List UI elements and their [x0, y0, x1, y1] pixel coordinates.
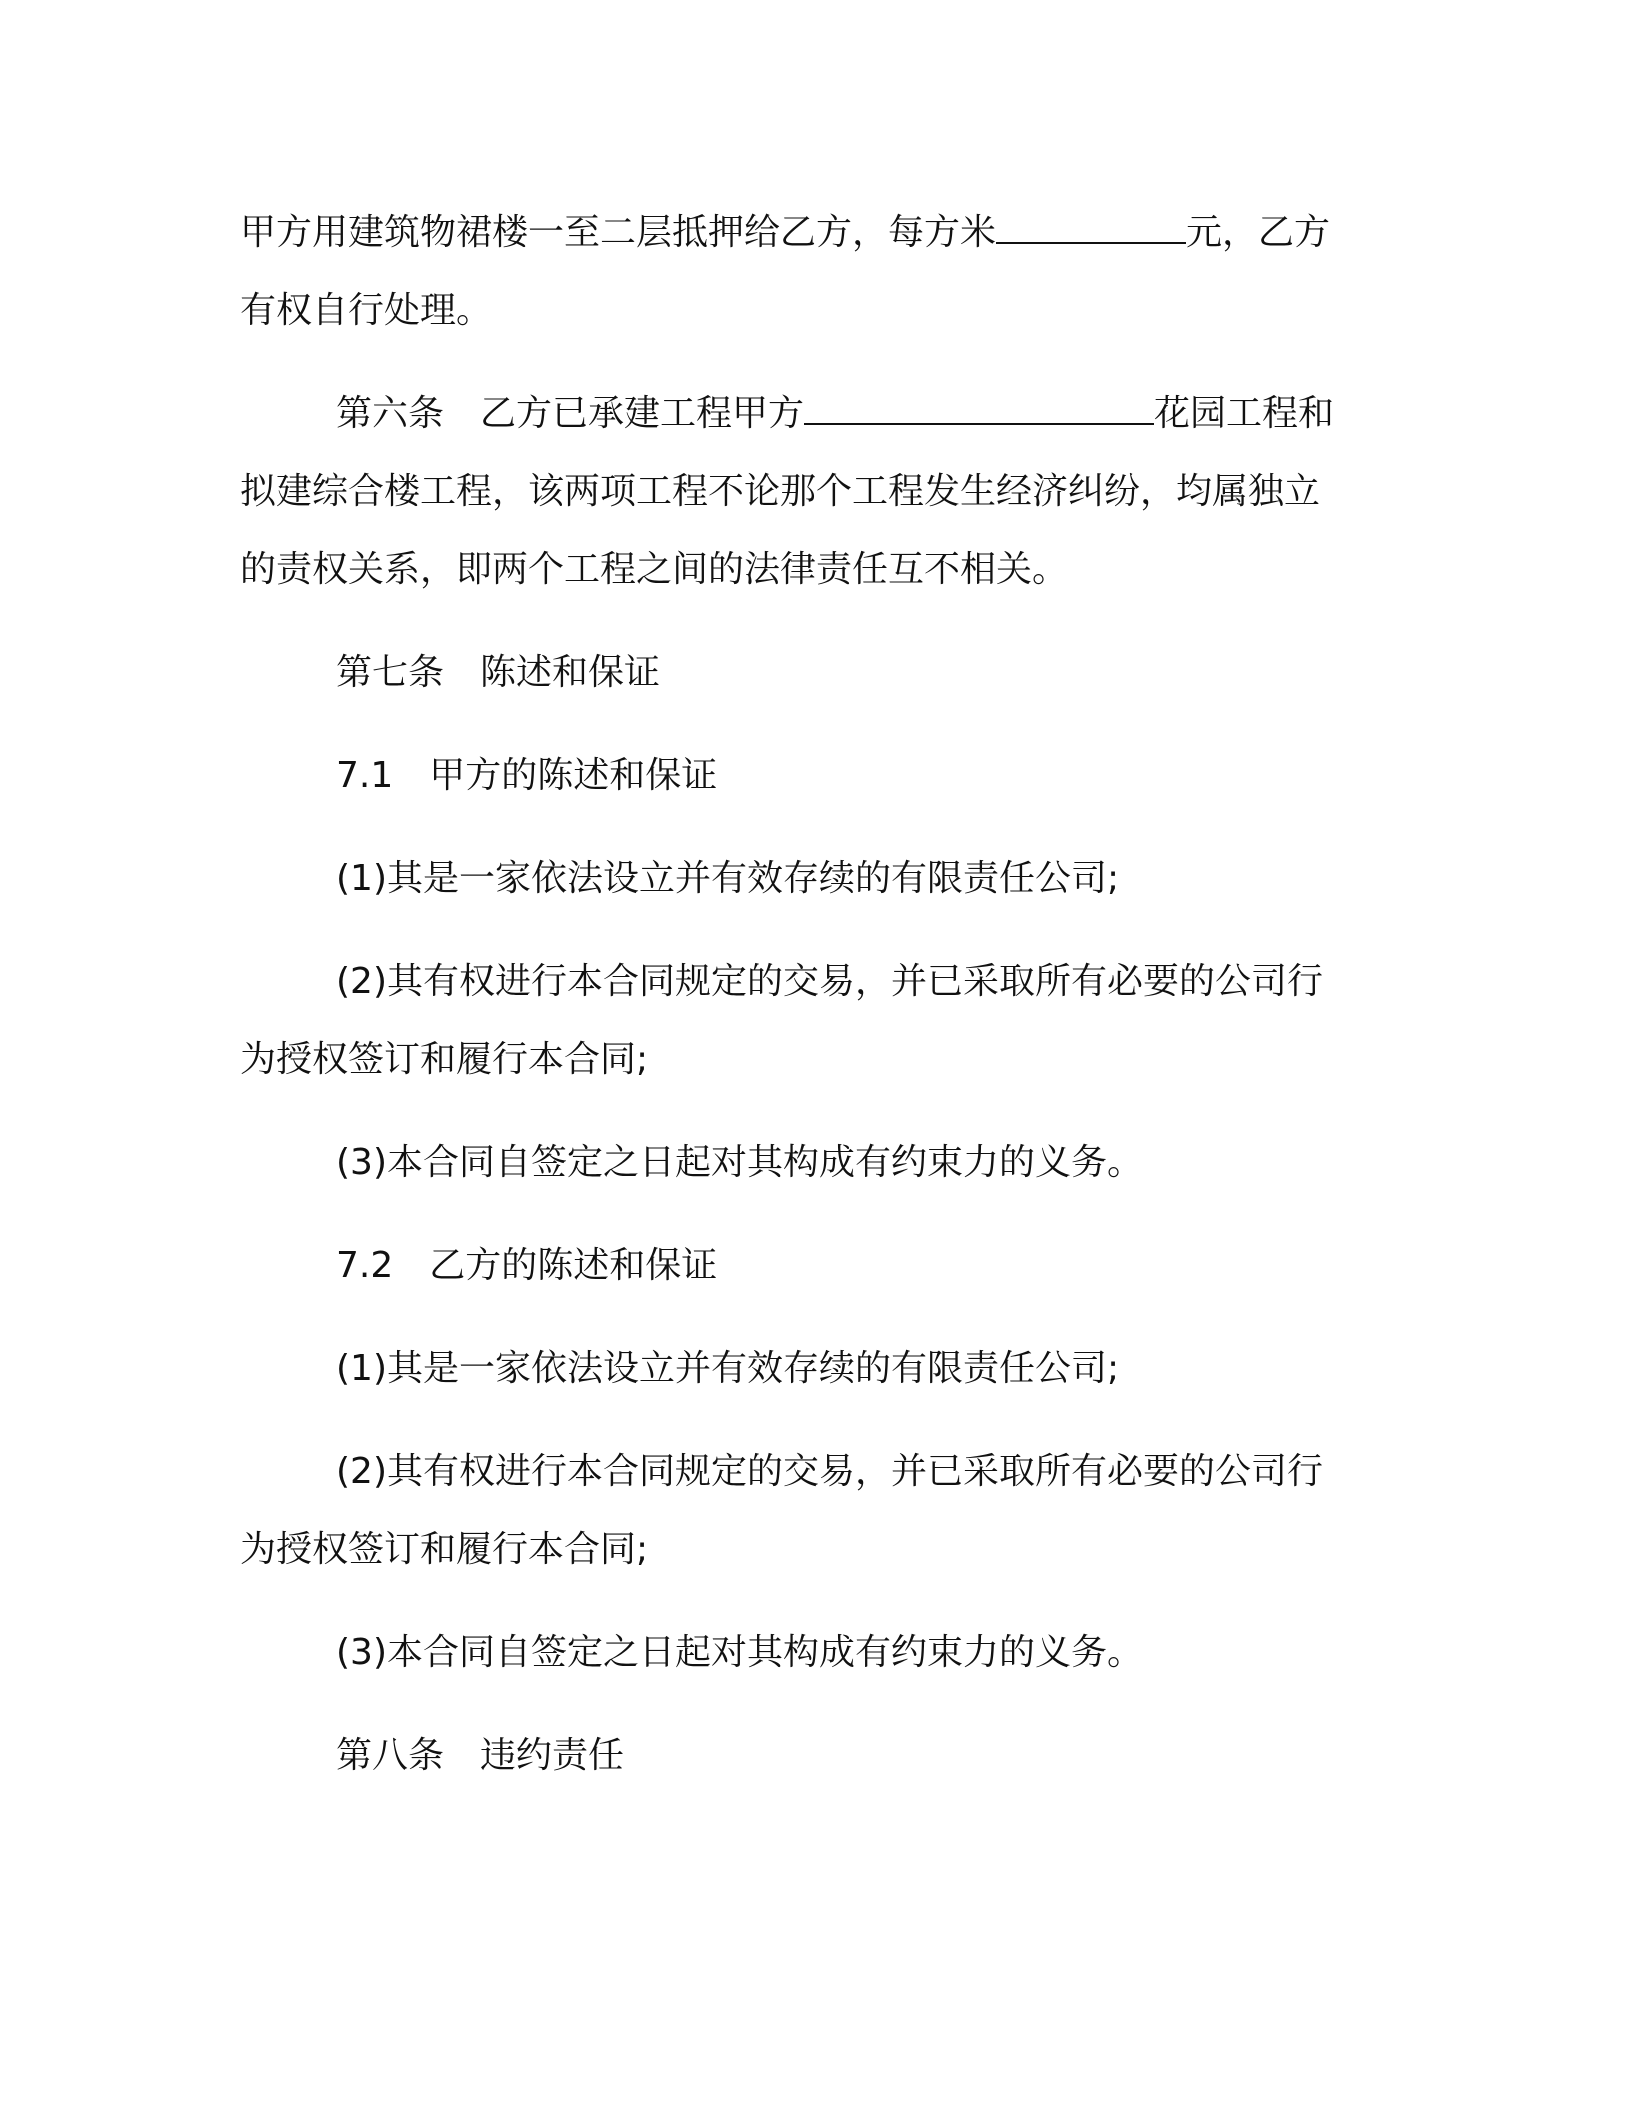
- mortgage-text-line2: 有权自行处理。: [240, 290, 493, 331]
- section-7-2-heading: [240, 1227, 1360, 1305]
- section-7-1-number: 7.1: [336, 755, 394, 796]
- article-8-heading: [240, 1717, 1360, 1795]
- article-6-paragraph: [240, 375, 1360, 609]
- article-7-label: 第七条: [336, 652, 445, 693]
- section-7-2-item-3: (3)本合同自签定之日起对其构成有约束力的义务。: [336, 1632, 1143, 1673]
- section-7-2-item-1: (1)其是一家依法设立并有效存续的有限责任公司;: [336, 1348, 1120, 1389]
- section-7-2-title: 乙方的陈述和保证: [429, 1245, 718, 1286]
- price-blank: [996, 208, 1186, 244]
- article-6-line-3: 的责权关系，即两个工程之间的法律责任互不相关。: [240, 549, 1069, 590]
- section-7-2-item-2-line-1: (2)其有权进行本合同规定的交易，并已采取所有必要的公司行: [336, 1451, 1323, 1492]
- section-7-1-title: 甲方的陈述和保证: [429, 755, 718, 796]
- section-7-2-item-2: [240, 1433, 1360, 1589]
- article-8-title: 违约责任: [480, 1735, 625, 1776]
- mortgage-text-start: 甲方用建筑物裙楼一至二层抵押给乙方，每方米: [240, 212, 997, 253]
- paragraph-mortgage: [240, 194, 1360, 350]
- article-6-label: 第六条: [336, 393, 445, 434]
- section-7-1-item-1: (1)其是一家依法设立并有效存续的有限责任公司;: [336, 858, 1120, 899]
- article-6-text-start: 乙方已承建工程甲方: [480, 393, 805, 434]
- section-7-1-heading: [240, 737, 1360, 815]
- document-content: [240, 194, 1360, 1795]
- article-7-heading: [240, 634, 1360, 712]
- section-7-2-item-2-line-2: 为授权签订和履行本合同;: [240, 1529, 649, 1570]
- project-name-blank: [804, 389, 1154, 425]
- mortgage-text-end: 元，乙方: [1186, 212, 1331, 253]
- section-7-1-item-3: (3)本合同自签定之日起对其构成有约束力的义务。: [336, 1142, 1143, 1183]
- article-7-title: 陈述和保证: [480, 652, 661, 693]
- article-6-line-2: 拟建综合楼工程，该两项工程不论那个工程发生经济纠纷，均属独立: [240, 471, 1321, 512]
- section-7-1-item-2: [240, 943, 1360, 1099]
- article-8-label: 第八条: [336, 1735, 445, 1776]
- section-7-1-item-2-line-2: 为授权签订和履行本合同;: [240, 1039, 649, 1080]
- section-7-1-item-2-line-1: (2)其有权进行本合同规定的交易，并已采取所有必要的公司行: [336, 961, 1323, 1002]
- section-7-2-number: 7.2: [336, 1245, 394, 1286]
- article-6-text-after-blank: 花园工程和: [1154, 393, 1335, 434]
